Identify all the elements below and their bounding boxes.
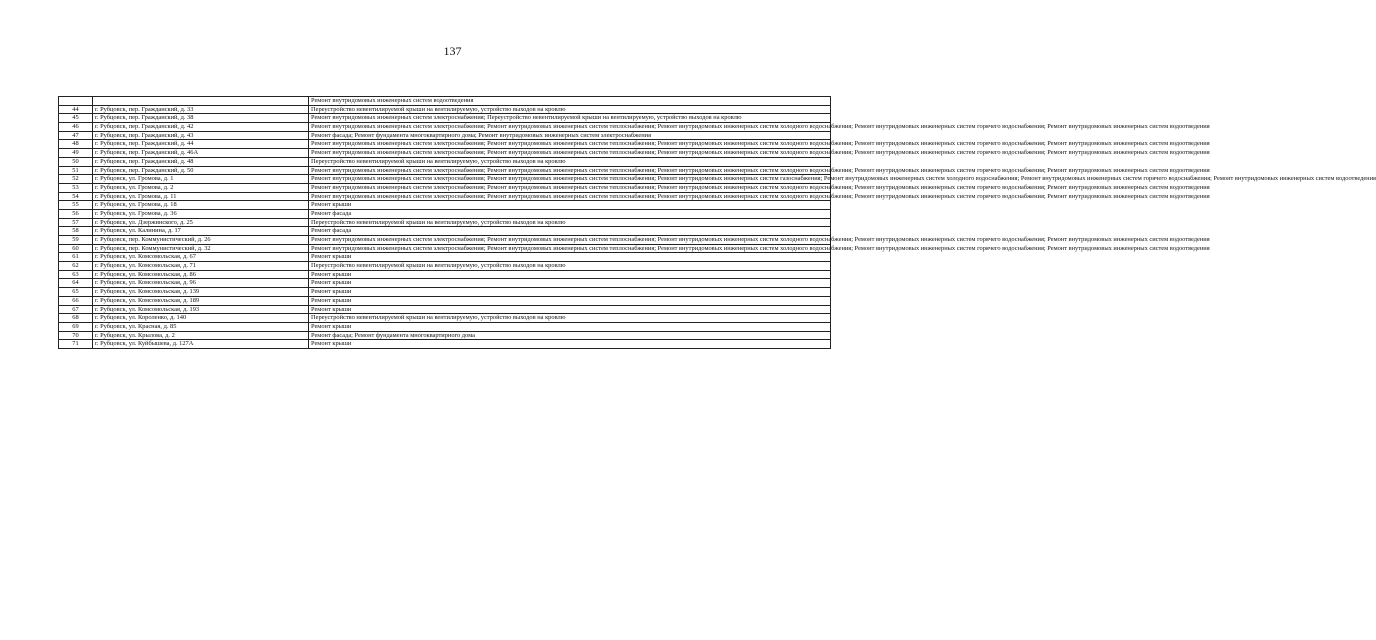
row-number: 46 <box>59 123 93 132</box>
row-number: 68 <box>59 314 93 323</box>
address-cell: г. Рубцовск, ул. Красная, д. 85 <box>93 322 309 331</box>
table-row <box>59 244 831 253</box>
row-number: 69 <box>59 322 93 331</box>
address-cell: г. Рубцовск, пер. Гражданский, д. 33 <box>93 105 309 114</box>
works-cell: Ремонт крыши <box>309 270 831 279</box>
address-cell: г. Рубцовск, пер. Гражданский, д. 42 <box>93 123 309 132</box>
works-cell: Ремонт внутридомовых инженерных систем электроснабжения; Ремонт внутридомовых инженерных систем теплоснабжения; Ремонт внутридомовых инженерных систем холодного водоснабжения; Ремонт внутридомовых инженерных систем горячего водоснабжения; Ремонт внутридомовых инженерных систем водоотведения <box>309 192 831 201</box>
row-number: 60 <box>59 244 93 253</box>
works-cell: Ремонт внутридомовых инженерных систем электроснабжения; Ремонт внутридомовых инженерных систем теплоснабжения; Ремонт внутридомовых инженерных систем холодного водоснабжения; Ремонт внутридомовых инженерных систем горячего водоснабжения; Ремонт внутридомовых инженерных систем водоотведения <box>309 244 831 253</box>
address-cell: г. Рубцовск, ул. Дзержинского, д. 25 <box>93 218 309 227</box>
address-cell: г. Рубцовск, ул. Громова, д. 36 <box>93 209 309 218</box>
table-row <box>59 166 831 175</box>
works-cell: Ремонт фасада <box>309 227 831 236</box>
works-cell: Переустройство невентилируемой крыши на вентилируемую, устройство выходов на кровлю <box>309 105 831 114</box>
table-row <box>59 314 831 323</box>
address-cell: г. Рубцовск, ул. Комсомольская, д. 139 <box>93 288 309 297</box>
table-body <box>59 97 1376 349</box>
works-cell: Ремонт крыши <box>309 279 831 288</box>
works-cell: Переустройство невентилируемой крыши на вентилируемую, устройство выходов на кровлю <box>309 314 831 323</box>
table-row <box>59 192 831 201</box>
works-cell: Ремонт внутридомовых инженерных систем электроснабжения; Ремонт внутридомовых инженерных систем теплоснабжения; Ремонт внутридомовых инженерных систем холодного водоснабжения; Ремонт внутридомовых инженерных систем горячего водоснабжения; Ремонт внутридомовых инженерных систем водоотведения <box>309 123 831 132</box>
address-cell: г. Рубцовск, ул. Комсомольская, д. 67 <box>93 253 309 262</box>
row-number: 70 <box>59 331 93 340</box>
table-row <box>59 183 831 192</box>
table-row <box>59 114 831 123</box>
works-cell: Ремонт внутридомовых инженерных систем электроснабжения; Переустройство невентилируемой крыши на вентилируемую, устройство выходов на кровлю <box>309 114 831 123</box>
address-cell: г. Рубцовск, пер. Гражданский, д. 43 <box>93 131 309 140</box>
address-cell: г. Рубцовск, ул. Короленко, д. 140 <box>93 314 309 323</box>
table-row <box>59 175 831 184</box>
row-number: 52 <box>59 175 93 184</box>
row-number: 53 <box>59 183 93 192</box>
works-cell: Ремонт внутридомовых инженерных систем электроснабжения; Ремонт внутридомовых инженерных систем теплоснабжения; Ремонт внутридомовых инженерных систем холодного водоснабжения; Ремонт внутридомовых инженерных систем горячего водоснабжения; Ремонт внутридомовых инженерных систем водоотведения <box>309 140 831 149</box>
row-number: 59 <box>59 236 93 245</box>
works-cell: Ремонт внутридомовых инженерных систем электроснабжения; Ремонт внутридомовых инженерных систем теплоснабжения; Ремонт внутридомовых инженерных систем холодного водоснабжения; Ремонт внутридомовых инженерных систем горячего водоснабжения; Ремонт внутридомовых инженерных систем водоотведения <box>309 183 831 192</box>
works-cell: Переустройство невентилируемой крыши на вентилируемую, устройство выходов на кровлю <box>309 262 831 271</box>
address-cell <box>93 97 309 106</box>
table-row <box>59 105 831 114</box>
works-cell: Переустройство невентилируемой крыши на вентилируемую, устройство выходов на кровлю <box>309 218 831 227</box>
row-number: 51 <box>59 166 93 175</box>
table-row <box>59 253 831 262</box>
table-row <box>59 340 831 349</box>
works-cell: Ремонт фасада <box>309 209 831 218</box>
address-cell: г. Рубцовск, ул. Комсомольская, д. 86 <box>93 270 309 279</box>
address-cell: г. Рубцовск, ул. Комсомольская, д. 71 <box>93 262 309 271</box>
address-cell: г. Рубцовск, пер. Коммунистический, д. 32 <box>93 244 309 253</box>
table-row <box>59 201 831 210</box>
works-cell: Ремонт крыши <box>309 288 831 297</box>
row-number: 47 <box>59 131 93 140</box>
table-row <box>59 262 831 271</box>
address-cell: г. Рубцовск, ул. Куйбышева, д. 127А <box>93 340 309 349</box>
table-row <box>59 149 831 158</box>
works-cell: Ремонт внутридомовых инженерных систем водоотведения <box>309 97 831 106</box>
table-row <box>59 331 831 340</box>
table-row <box>59 305 831 314</box>
works-cell: Ремонт крыши <box>309 340 831 349</box>
page-number: 137 <box>443 44 462 58</box>
works-cell: Переустройство невентилируемой крыши на вентилируемую, устройство выходов на кровлю <box>309 157 831 166</box>
address-cell: г. Рубцовск, пер. Гражданский, д. 46А <box>93 149 309 158</box>
address-cell: г. Рубцовск, ул. Громова, д. 18 <box>93 201 309 210</box>
table-row <box>59 209 831 218</box>
address-cell: г. Рубцовск, ул. Громова, д. 1 <box>93 175 309 184</box>
works-cell: Ремонт крыши <box>309 201 831 210</box>
works-cell: Ремонт внутридомовых инженерных систем электроснабжения; Ремонт внутридомовых инженерных систем теплоснабжения; Ремонт внутридомовых инженерных систем холодного водоснабжения; Ремонт внутридомовых инженерных систем горячего водоснабжения; Ремонт внутридомовых инженерных систем водоотведения <box>309 236 831 245</box>
row-number <box>59 97 93 106</box>
address-cell: г. Рубцовск, ул. Комсомольская, д. 189 <box>93 296 309 305</box>
row-number: 50 <box>59 157 93 166</box>
row-number: 55 <box>59 201 93 210</box>
address-cell: г. Рубцовск, пер. Гражданский, д. 50 <box>93 166 309 175</box>
works-cell: Ремонт внутридомовых инженерных систем электроснабжения; Ремонт внутридомовых инженерных систем теплоснабжения; Ремонт внутридомовых инженерных систем холодного водоснабжения; Ремонт внутридомовых инженерных систем горячего водоснабжения; Ремонт внутридомовых инженерных систем водоотведения <box>309 166 831 175</box>
works-cell: Ремонт крыши <box>309 322 831 331</box>
row-number: 61 <box>59 253 93 262</box>
table-row <box>59 296 831 305</box>
row-number: 71 <box>59 340 93 349</box>
address-cell: г. Рубцовск, ул. Комсомольская, д. 96 <box>93 279 309 288</box>
table-row <box>59 322 831 331</box>
row-number: 54 <box>59 192 93 201</box>
row-number: 48 <box>59 140 93 149</box>
address-cell: г. Рубцовск, пер. Коммунистический, д. 26 <box>93 236 309 245</box>
row-number: 56 <box>59 209 93 218</box>
row-number: 65 <box>59 288 93 297</box>
address-cell: г. Рубцовск, пер. Гражданский, д. 38 <box>93 114 309 123</box>
row-number: 64 <box>59 279 93 288</box>
table-row <box>59 236 831 245</box>
table-row <box>59 97 831 106</box>
table-row <box>59 140 831 149</box>
works-cell: Ремонт крыши <box>309 305 831 314</box>
works-cell: Ремонт фасада; Ремонт фундамента многоквартирного дома; Ремонт внутридомовых инженерных систем электроснабжения <box>309 131 831 140</box>
repair-works-table <box>58 96 1376 349</box>
row-number: 57 <box>59 218 93 227</box>
row-number: 62 <box>59 262 93 271</box>
row-number: 49 <box>59 149 93 158</box>
address-cell: г. Рубцовск, ул. Комсомольская, д. 193 <box>93 305 309 314</box>
table-row <box>59 288 831 297</box>
works-cell: Ремонт крыши <box>309 253 831 262</box>
row-number: 58 <box>59 227 93 236</box>
row-number: 63 <box>59 270 93 279</box>
works-cell: Ремонт фасада; Ремонт фундамента многоквартирного дома <box>309 331 831 340</box>
row-number: 66 <box>59 296 93 305</box>
table-row <box>59 157 831 166</box>
row-number: 44 <box>59 105 93 114</box>
works-cell: Ремонт внутридомовых инженерных систем электроснабжения; Ремонт внутридомовых инженерных систем теплоснабжения; Ремонт внутридомовых инженерных систем холодного водоснабжения; Ремонт внутридомовых инженерных систем горячего водоснабжения; Ремонт внутридомовых инженерных систем водоотведения <box>309 149 831 158</box>
works-cell: Ремонт внутридомовых инженерных систем электроснабжения; Ремонт внутридомовых инженерных систем теплоснабжения; Ремонт внутридомовых инженерных систем газоснабжения; Ремонт внутридомовых инженерных систем холодного водоснабжения; Ремонт внутридомовых инженерных систем горячего водоснабжения; Ремонт внутридомовых инженерных систем водоотведения <box>309 175 831 184</box>
row-number: 45 <box>59 114 93 123</box>
address-cell: г. Рубцовск, пер. Гражданский, д. 44 <box>93 140 309 149</box>
table-row <box>59 227 831 236</box>
address-cell: г. Рубцовск, ул. Громова, д. 11 <box>93 192 309 201</box>
works-cell: Ремонт крыши <box>309 296 831 305</box>
table-row <box>59 131 831 140</box>
row-number: 67 <box>59 305 93 314</box>
table-row <box>59 218 831 227</box>
address-cell: г. Рубцовск, ул. Громова, д. 2 <box>93 183 309 192</box>
address-cell: г. Рубцовск, пер. Гражданский, д. 48 <box>93 157 309 166</box>
table-row <box>59 123 831 132</box>
table-row <box>59 270 831 279</box>
address-cell: г. Рубцовск, ул. Крылова, д. 2 <box>93 331 309 340</box>
address-cell: г. Рубцовск, ул. Калинина, д. 17 <box>93 227 309 236</box>
table-row <box>59 279 831 288</box>
